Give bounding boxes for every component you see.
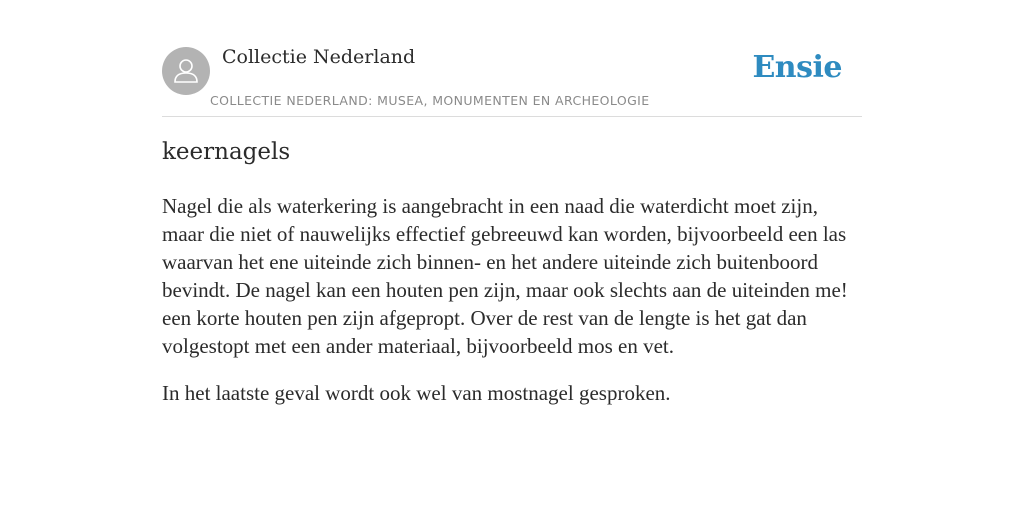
definition-body bbox=[162, 192, 862, 426]
user-icon bbox=[162, 47, 210, 95]
definition-paragraph: Nagel die als waterkering is aangebracht in een naad die waterdicht moet zijn, maar die niet of nauwelijks effectief gebreeuwd kan worden, bijvoorbeeld een las waarvan het ene uiteinde zich binnen- en het andere uiteinde zich buitenboord bevindt. De nagel kan een houten pen zijn, maar ook slechts aan de uiteinden me! een korte houten pen zijn afgepropt. Over de rest van de lengte is het gat dan volgestopt met een ander materiaal, bijvoorbeeld mos en vet. bbox=[162, 194, 848, 358]
page-title: keernagels bbox=[162, 139, 291, 165]
entry-header bbox=[162, 0, 862, 117]
avatar[interactable] bbox=[162, 47, 210, 95]
brand-logo[interactable]: Ensie bbox=[752, 50, 842, 85]
source-label[interactable]: COLLECTIE NEDERLAND: MUSEA, MONUMENTEN EN ARCHEOLOGIE bbox=[210, 93, 650, 108]
definition-paragraph: In het laatste geval wordt ook wel van mostnagel gesproken. bbox=[162, 381, 671, 405]
ensie-page bbox=[162, 0, 862, 405]
author-name[interactable]: Collectie Nederland bbox=[222, 46, 416, 68]
